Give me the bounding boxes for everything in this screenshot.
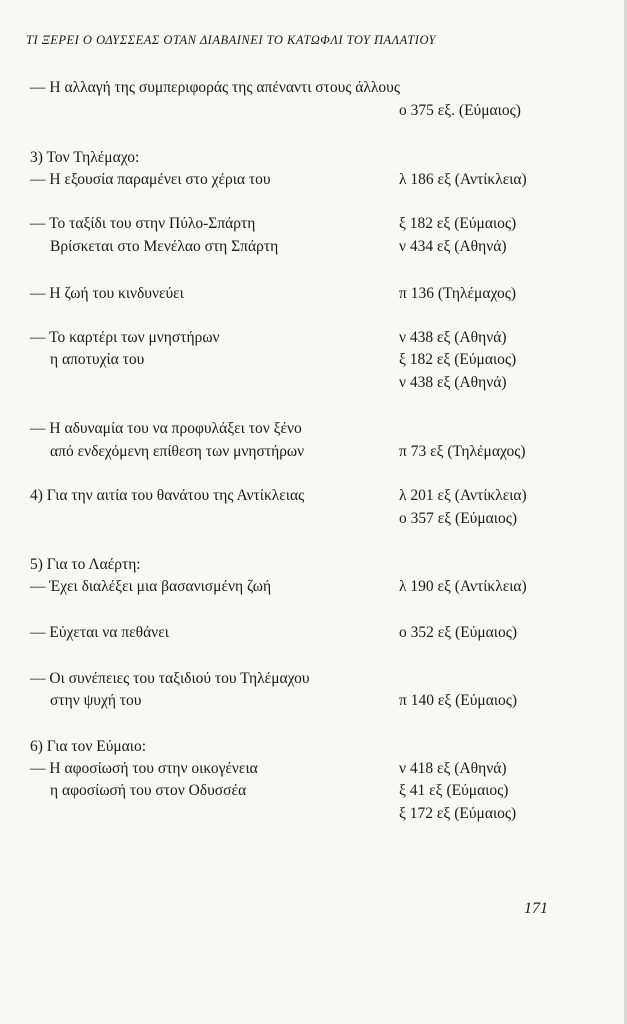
section-heading: 5) Για το Λαέρτη: (30, 556, 141, 573)
reference: λ 190 εξ (Αντίκλεια) (399, 578, 527, 595)
reference: π 136 (Τηλέμαχος) (399, 285, 517, 302)
reference: ν 438 εξ (Αθηνά) (399, 374, 507, 391)
item-line: — Έχει διαλέξει μια βασανισμένη ζωή (30, 578, 272, 595)
item-line: — Η ζωή του κινδυνεύει (30, 285, 184, 302)
page-number: 171 (524, 900, 548, 917)
item-line: — Εύχεται να πεθάνει (30, 624, 169, 641)
reference: ξ 182 εξ (Εύμαιος) (399, 215, 517, 232)
section-heading: 3) Τον Τηλέμαχο: (30, 149, 140, 166)
reference: ξ 182 εξ (Εύμαιος) (399, 351, 517, 368)
item-line: — Το ταξίδι του στην Πύλο-Σπάρτη (30, 215, 256, 232)
reference: π 73 εξ (Τηλέμαχος) (399, 443, 526, 460)
reference: ο 357 εξ (Εύμαιος) (399, 510, 517, 527)
reference: ο 352 εξ (Εύμαιος) (399, 624, 517, 641)
reference: λ 186 εξ (Αντίκλεια) (399, 171, 527, 188)
item-line: η αποτυχία του (50, 351, 145, 368)
running-header: ΤΙ ΞΕΡΕΙ Ο ΟΔΥΣΣΕΑΣ ΟΤΑΝ ΔΙΑΒΑΙΝΕΙ ΤΟ ΚΑΤΩΦΛΙ ΤΟΥ ΠΑΛΑΤΙΟΥ (26, 33, 436, 47)
item-line: — Η αφοσίωσή του στην οικογένεια (30, 760, 258, 777)
reference: ν 434 εξ (Αθηνά) (399, 238, 507, 255)
reference: λ 201 εξ (Αντίκλεια) (399, 487, 527, 504)
reference: ξ 41 εξ (Εύμαιος) (399, 782, 509, 799)
item-line: — Οι συνέπειες του ταξιδιού του Τηλέμαχου (30, 670, 310, 687)
section-heading: 4) Για την αιτία του θανάτου της Αντίκλειας (30, 487, 305, 504)
reference: ν 418 εξ (Αθηνά) (399, 760, 507, 777)
item-line: — Το καρτέρι των μνηστήρων (30, 329, 220, 346)
item-line: η αφοσίωσή του στον Οδυσσέα (50, 782, 247, 799)
reference: ξ 172 εξ (Εύμαιος) (399, 805, 517, 822)
reference: π 140 εξ (Εύμαιος) (399, 692, 518, 709)
item-line: Βρίσκεται στο Μενέλαο στη Σπάρτη (50, 238, 279, 255)
item-line: — Η αδυναμία του να προφυλάξει τον ξένο (30, 420, 302, 437)
reference: ο 375 εξ. (Εύμαιος) (399, 102, 521, 119)
item-line: — Η αλλαγή της συμπεριφοράς της απέναντι στους άλλους (30, 79, 400, 96)
item-line: — Η εξουσία παραμένει στο χέρια του (30, 171, 271, 188)
reference: ν 438 εξ (Αθηνά) (399, 329, 507, 346)
item-line: στην ψυχή του (50, 692, 142, 709)
item-line: από ενδεχόμενη επίθεση των μνηστήρων (50, 443, 305, 460)
section-heading: 6) Για τον Εύμαιο: (30, 738, 147, 755)
